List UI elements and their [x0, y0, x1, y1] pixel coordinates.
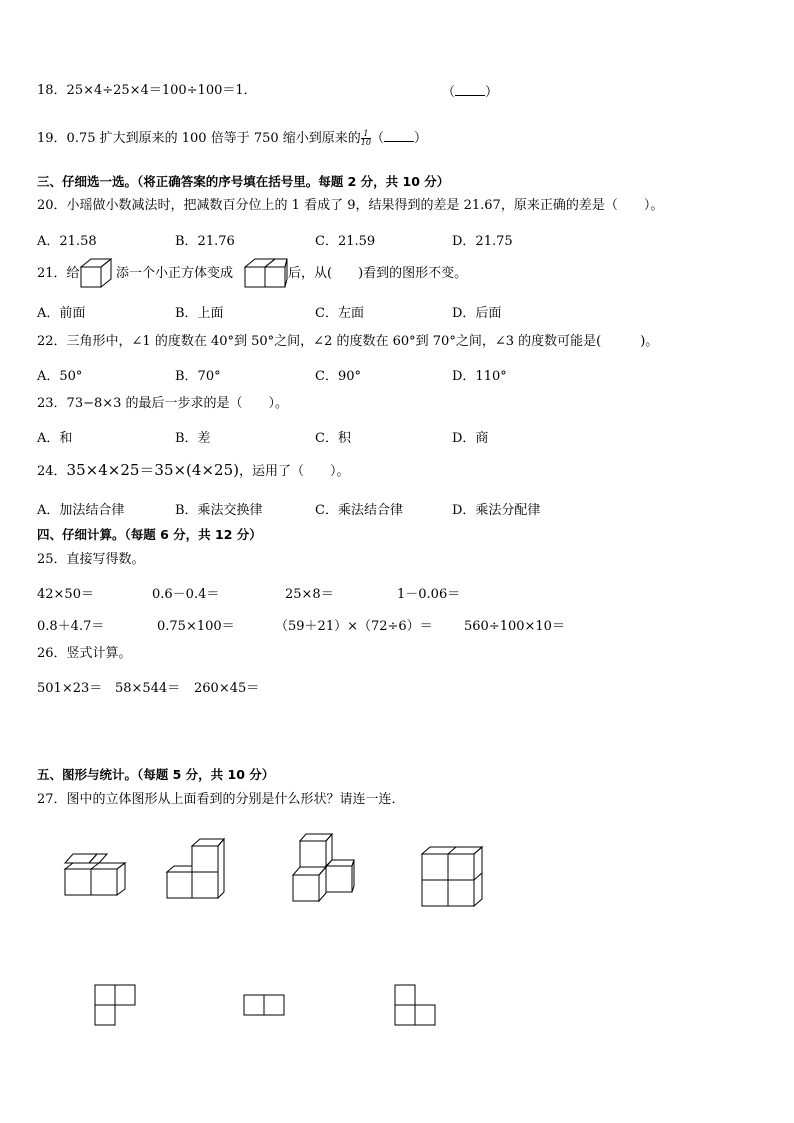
solid-figure-3[interactable] — [292, 833, 356, 903]
q20-option-d[interactable]: D．21.75 — [452, 234, 513, 249]
question-23: 23．73−8×3 的最后一步求的是（ ）。 — [37, 396, 289, 411]
calc-item[interactable]: （59＋21）×（72÷6）＝ — [275, 619, 433, 634]
vertical-calc-item[interactable]: 260×45＝ — [194, 681, 260, 696]
solid-figure-4[interactable] — [421, 846, 483, 908]
question-18-text: 18．25×4÷25×4＝100÷100＝1． — [37, 83, 257, 98]
q24-option-c[interactable]: C．乘法结合律 — [315, 503, 403, 518]
question-21-tail: 后，从( )看到的图形不变。 — [288, 266, 468, 281]
q20-option-a[interactable]: A．21.58 — [37, 234, 97, 249]
solid-figure-2[interactable] — [166, 838, 226, 900]
calc-item[interactable]: 560÷100×10＝ — [464, 619, 565, 634]
q22-option-d[interactable]: D．110° — [452, 369, 507, 384]
vertical-calc-item[interactable]: 58×544＝ — [115, 681, 181, 696]
q24-option-b[interactable]: B．乘法交换律 — [175, 503, 263, 518]
q24-option-d[interactable]: D．乘法分配律 — [452, 503, 541, 518]
q20-option-b[interactable]: B．21.76 — [175, 234, 235, 249]
q23-option-b[interactable]: B．差 — [175, 431, 211, 446]
section-5-heading: 五、图形与统计。（每题 5 分，共 10 分） — [37, 767, 275, 782]
section-4-heading: 四、仔细计算。（每题 6 分，共 12 分） — [37, 527, 262, 542]
top-view-1[interactable] — [94, 984, 138, 1028]
fraction-1-10: $\frac{1}{10}$ — [360, 129, 371, 147]
question-27: 27．图中的立体图形从上面看到的分别是什么形状？请连一连． — [37, 792, 405, 807]
single-cube-icon — [80, 258, 116, 290]
q22-option-c[interactable]: C．90° — [315, 369, 361, 384]
question-25: 25．直接写得数。 — [37, 552, 145, 567]
calc-item[interactable]: 42×50＝ — [37, 587, 94, 602]
top-view-3[interactable] — [394, 984, 438, 1028]
q23-option-d[interactable]: D．商 — [452, 431, 489, 446]
section-3-heading: 三、仔细选一选。（将正确答案的序号填在括号里。每题 2 分，共 10 分） — [37, 174, 450, 189]
question-21-lead: 21．给 — [37, 266, 80, 281]
question-18 — [37, 83, 257, 99]
question-22: 22．三角形中，∠1 的度数在 40°到 50°之间，∠2 的度数在 60°到 70°之间，∠3 的度数可能是( )。 — [37, 334, 659, 349]
solid-figure-1[interactable] — [64, 853, 128, 897]
q20-option-c[interactable]: C．21.59 — [315, 234, 376, 249]
q21-option-c[interactable]: C．左面 — [315, 306, 364, 321]
answer-blank[interactable] — [455, 83, 485, 96]
q22-option-a[interactable]: A．50° — [37, 369, 83, 384]
question-20: 20．小瑶做小数减法时，把减数百分位上的 1 看成了 9，结果得到的差是 21.67，原来正确的差是（ ）。 — [37, 198, 664, 213]
question-26: 26．竖式计算。 — [37, 646, 132, 661]
q23-option-c[interactable]: C．积 — [315, 431, 351, 446]
top-view-2[interactable] — [243, 994, 287, 1018]
formula: 35×4×25＝35×(4×25) — [66, 461, 239, 479]
calc-item[interactable]: 0.6－0.4＝ — [152, 587, 220, 602]
question-19-text: 19．0.75 扩大到原来的 100 倍等于 750 缩小到原来的 — [37, 131, 361, 146]
q21-option-b[interactable]: B．上面 — [175, 306, 224, 321]
answer-blank[interactable] — [384, 129, 414, 142]
calc-item[interactable]: 25×8＝ — [285, 587, 334, 602]
q21-option-a[interactable]: A．前面 — [37, 306, 86, 321]
q24-option-a[interactable]: A．加法结合律 — [37, 503, 125, 518]
q21-option-d[interactable]: D．后面 — [452, 306, 502, 321]
two-cubes-icon — [244, 258, 288, 290]
calc-item[interactable]: 1－0.06＝ — [397, 587, 461, 602]
question-24: 24．35×4×25＝35×(4×25)，运用了（ ）。 — [37, 461, 350, 479]
question-21-mid: 添一个小正方体变成 — [116, 266, 234, 281]
question-19: 19．0.75 扩大到原来的 100 倍等于 750 缩小到原来的 $\frac{1}{10}$ （ ） — [37, 129, 427, 147]
q23-option-a[interactable]: A．和 — [37, 431, 73, 446]
q22-option-b[interactable]: B．70° — [175, 369, 221, 384]
vertical-calc-item[interactable]: 501×23＝ — [37, 681, 103, 696]
calc-item[interactable]: 0.8＋4.7＝ — [37, 619, 105, 634]
calc-item[interactable]: 0.75×100＝ — [157, 619, 235, 634]
answer-paren-18[interactable]: （ ） — [442, 85, 499, 100]
